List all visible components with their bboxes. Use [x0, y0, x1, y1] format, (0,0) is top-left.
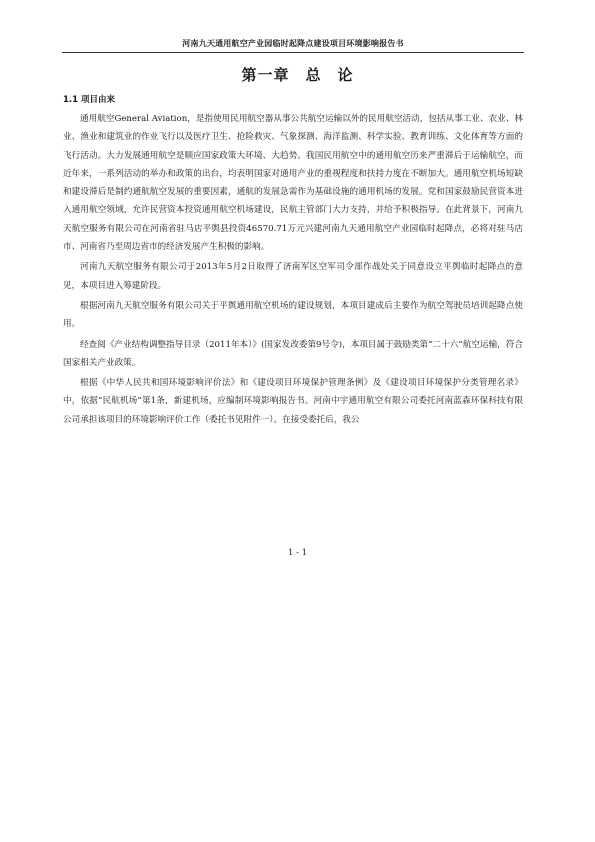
paragraph: 根据《中华人民共和国环境影响评价法》和《建设项目环境保护管理条例》及《建设项目环境保护分类管理名录》中，依据“民航机场”第1条，新建机场，应编制环境影响报告书。河南中宇通用航空有限公司委托河南蓝森环保科技有限公司承担该项目的环境影响评价工作（委托书见附件一）。在接受委托后，我公	[63, 378, 523, 425]
chapter-title: 第一章 总 论	[241, 66, 354, 84]
paragraph: 通用航空General Aviation，是指使用民用航空器从事公共航空运输以外的民用航空活动，包括从事工业、农业、林业、渔业和建筑业的作业飞行以及医疗卫生、抢险救灾、气象探测、海洋监测、科学实验、教育训练、文化体育等方面的飞行活动。大力发展通用航空是顺应国家政策大环境、大趋势。我国民用航空中的通用航空历来严重滞后于运输航空，而近年来，一系列活动的举办和政策的出台，均表明国家对通用产业的重视程度和扶持力度在不断加大。通用航空机场短缺和建设滞后是制约通航航空发展的重要因素，通航的发展急需作为基础设施的通用机场的发展。党和国家鼓励民营资本进入通用航空领域，允许民营资本投资通用航空机场建设，民航主管部门大力支持，并给予积极指导。在此背景下，河南九天航空服务有限公司在河南省驻马店平舆县投资46570.71万元兴建河南九天通用航空产业园临时起降点，必将对驻马店市、河南省乃至周边省市的经济发展产生积极的影响。	[63, 114, 523, 253]
section-heading: 1.1 项目由来	[63, 95, 116, 105]
header-divider	[62, 52, 524, 53]
paragraph: 根据河南九天航空服务有限公司关于平舆通用航空机场的建设规划，本项目建成后主要作为航空驾驶员培训起降点使用。	[63, 300, 523, 330]
body-text	[63, 110, 523, 431]
page-number: 1 - 1	[287, 548, 308, 558]
paragraph: 经查阅《产业结构调整指导目录（2011年本）》(国家发改委第9号令)，本项目属于鼓励类第“二十六”航空运输，符合国家相关产业政策。	[63, 339, 523, 368]
paragraph: 河南九天航空服务有限公司于2013年5月2日取得了济南军区空军司令部作战处关于同意设立平舆临时起降点的意见，本项目进入筹建阶段。	[63, 262, 523, 291]
running-header: 河南九天通用航空产业园临时起降点建设项目环境影响报告书	[182, 39, 404, 48]
